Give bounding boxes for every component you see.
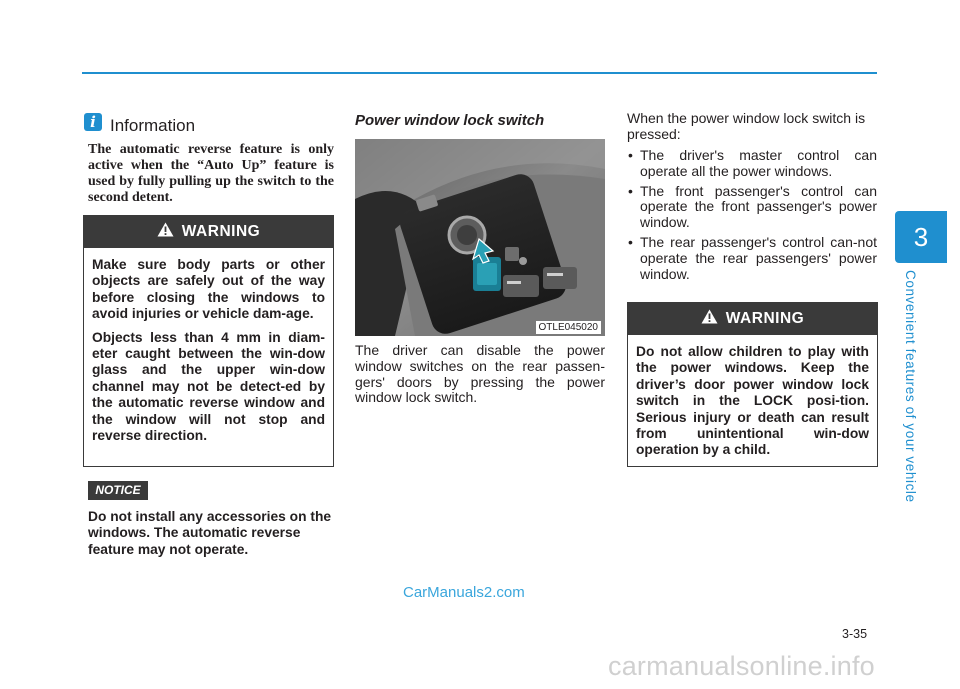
watermark-link[interactable]: CarManuals2.com [403, 584, 525, 601]
section-title: Power window lock switch [355, 112, 545, 129]
header-rule [82, 72, 877, 74]
lock-pressed-intro: When the power window lock switch is pressed: [627, 110, 866, 142]
section-body: The driver can disable the power window switches on the rear passen-gers' doors by pressing the power window lock switch. [355, 342, 605, 406]
list-item: • The driver's master control can operate all the power windows. [627, 148, 877, 180]
chapter-side-title [896, 270, 926, 503]
warning-paragraph: Make sure body parts or other objects are safely out of the way before closing the windows to avoid injuries or vehicle dam-age. [92, 257, 325, 322]
footer-watermark: carmanualsonline.info [608, 651, 875, 681]
door-panel-illustration [355, 139, 605, 336]
warning-text [628, 335, 877, 459]
info-icon: i [84, 113, 102, 131]
power-window-switch-photo [355, 139, 605, 336]
chapter-title-text: Convenient features of your vehicle [903, 270, 918, 503]
warning-text [84, 248, 333, 444]
chapter-tab: 3 [895, 211, 947, 263]
warning-box-children [627, 302, 878, 467]
lock-pressed-list [627, 148, 877, 286]
image-caption: OTLE045020 [536, 321, 602, 334]
warning-label: WARNING [181, 223, 261, 240]
warning-label: WARNING [725, 310, 805, 327]
list-item: • The front passenger's control can operate the front passenger's power window. [627, 184, 877, 231]
warning-box-windows [83, 215, 334, 467]
warning-triangle-icon [157, 222, 174, 242]
warning-triangle-icon [701, 309, 718, 329]
warning-paragraph: Do not allow children to play with the power windows. Keep the driver’s door power window lock switch in the LOCK posi-tion. Serious injury or death can result from unintentional win-dow operation by a child. [636, 344, 869, 458]
page-number: 3-35 [842, 627, 868, 641]
warning-paragraph: Objects less than 4 mm in diam-eter caught between the win-dow glass and the upper win-dow channel may not be detect-ed by the automatic reverse window and the window will not stop and reverse direction. [92, 329, 325, 444]
warning-header [628, 303, 877, 335]
warning-header [84, 216, 333, 248]
notice-body: Do not install any accessories on the windows. The automatic reverse feature may not operate. [88, 509, 332, 557]
list-item: • The rear passenger's control can-not operate the rear passengers' power window. [627, 235, 877, 282]
notice-badge: NOTICE [88, 481, 148, 500]
information-title: Information [110, 116, 196, 135]
information-body: The automatic reverse feature is only active when the “Auto Up” feature is used by fully pulling up the switch to the second detent. [88, 142, 334, 205]
